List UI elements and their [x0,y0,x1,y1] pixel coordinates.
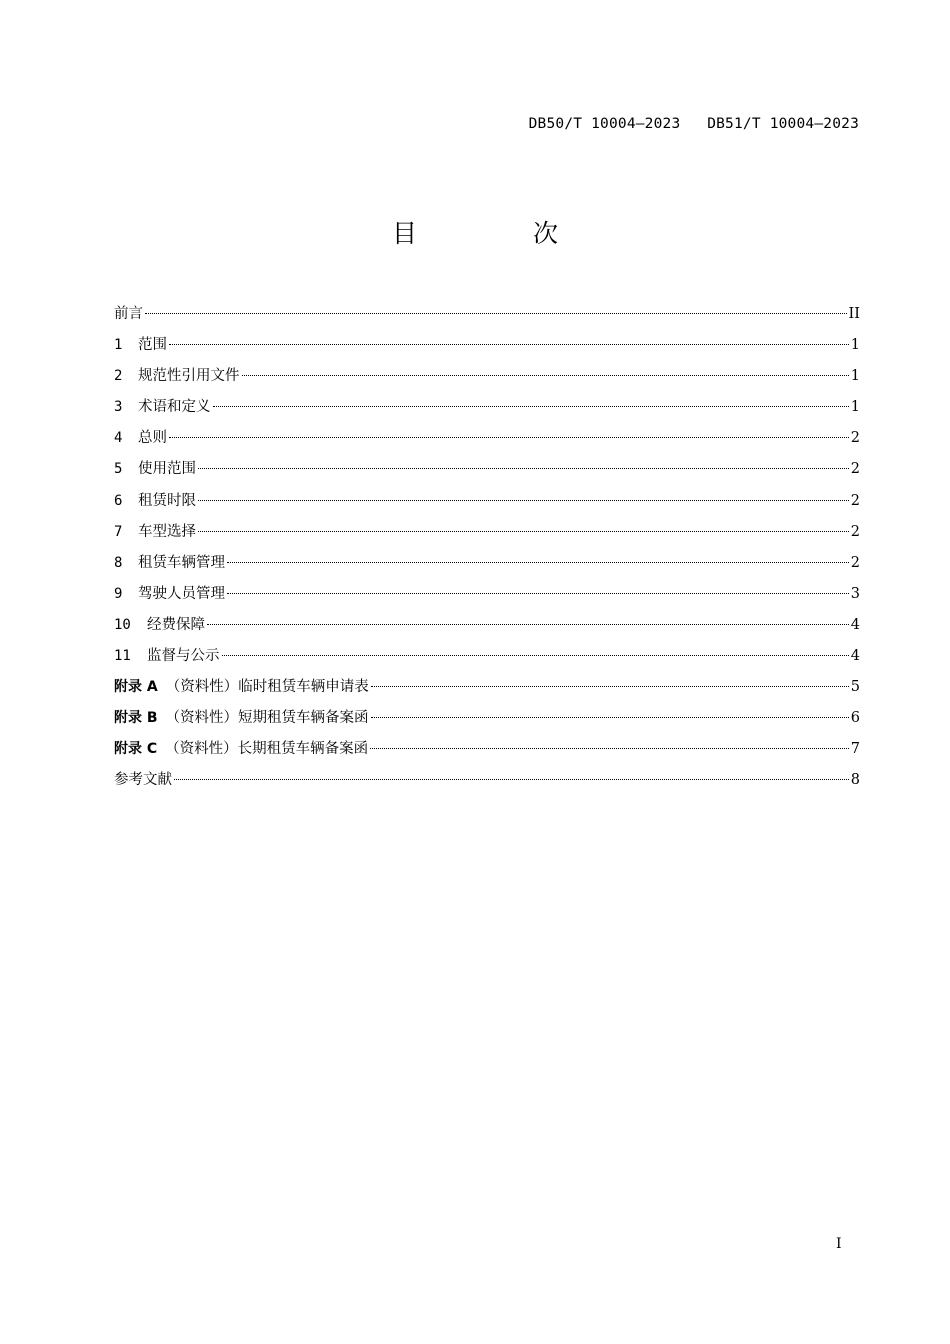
toc-entry-10[interactable] [114,613,860,644]
toc-annex-type: （资料性） [165,679,239,696]
toc-entry-bibliography[interactable] [114,768,860,799]
toc-leader-dots [145,313,847,314]
toc-entry-title: 监督与公示 [147,648,220,665]
toc-leader-dots [227,593,849,594]
toc-leader-dots [174,779,849,780]
toc-entry-title: 临时租赁车辆申请表 [238,679,369,696]
toc-leader-dots [198,531,849,532]
toc-entry-title: 范围 [138,337,167,354]
toc-leader-dots [242,375,849,376]
toc-entry-title: 长期租赁车辆备案函 [237,741,369,758]
toc-entry-number: 5 [114,461,123,478]
toc-entry-page: II [848,306,860,322]
toc-entry-page: 1 [850,368,860,385]
toc-entry-title: 参考文献 [114,772,172,789]
toc-entry-number: 8 [114,554,123,571]
toc-annex-label: 附录 C [114,741,158,758]
toc-entry-title: 租赁车辆管理 [138,554,225,571]
toc-entry-number: 2 [114,368,123,385]
toc-entry-page: 2 [850,461,860,478]
toc-entry-1[interactable] [114,333,860,364]
toc-entry-foreword[interactable] [114,302,860,333]
toc-entry-annex-a[interactable] [114,675,860,706]
toc-annex-type: （资料性） [165,710,239,727]
toc-leader-dots [371,686,849,687]
toc-entry-page: 2 [850,523,860,540]
toc-entry-page: 2 [850,492,860,509]
toc-entry-number: 9 [114,585,123,602]
toc-leader-dots [207,624,849,625]
toc-entry-page: 2 [850,554,860,571]
toc-entry-page: 1 [850,399,860,416]
toc-entry-title: 短期租赁车辆备案函 [238,710,369,727]
page-title: 目 次 [392,219,612,248]
toc-entry-page: 4 [850,616,860,633]
toc-entry-title: 经费保障 [147,616,205,633]
toc-entry-title: 总则 [138,430,167,447]
toc-leader-dots [227,562,849,563]
toc-leader-dots [198,468,849,469]
toc-entry-annex-b[interactable] [114,706,860,737]
toc-entry-3[interactable] [114,395,860,426]
toc-entry-title: 车型选择 [138,523,196,540]
toc-annex-label: 附录 B [114,710,158,727]
toc-entry-page: 3 [850,585,860,602]
toc-annex-type: （资料性） [165,741,238,758]
toc-entry-title: 术语和定义 [138,399,211,416]
toc-entry-page: 4 [850,648,860,665]
toc-entry-2[interactable] [114,364,860,395]
toc-entry-title: 驾驶人员管理 [138,585,225,602]
toc-entry-9[interactable] [114,582,860,613]
toc-entry-title: 使用范围 [138,461,196,478]
toc-leader-dots [213,406,849,407]
toc-entry-annex-c[interactable] [114,737,860,768]
toc-entry-page: 8 [850,772,860,789]
toc-leader-dots [222,655,849,656]
toc-leader-dots [169,344,849,345]
page-number: I [836,1236,842,1252]
toc-entry-11[interactable] [114,644,860,675]
toc-entry-number: 6 [114,492,123,509]
toc-entry-number: 7 [114,523,123,540]
toc-annex-label: 附录 A [114,679,158,696]
toc-entry-8[interactable] [114,551,860,582]
toc-entry-number: 10 [114,616,131,633]
toc-entry-7[interactable] [114,520,860,551]
toc-entry-5[interactable] [114,457,860,488]
toc-entry-page: 1 [850,337,860,354]
toc-entry-title: 规范性引用文件 [138,368,240,385]
toc-entry-6[interactable] [114,489,860,520]
toc-entry-number: 3 [114,399,123,416]
toc-entry-page: 5 [850,679,860,696]
toc-entry-4[interactable] [114,426,860,457]
toc-leader-dots [371,717,849,718]
table-of-contents [114,302,860,800]
toc-entry-number: 1 [114,337,123,354]
toc-entry-title: 前言 [114,306,143,322]
toc-entry-number: 11 [114,648,131,665]
toc-entry-number: 4 [114,430,123,447]
toc-leader-dots [198,500,849,501]
standard-code: DB50/T 10004—2023 DB51/T 10004—2023 [528,116,859,132]
toc-entry-page: 7 [850,741,860,758]
toc-entry-title: 租赁时限 [138,492,196,509]
toc-entry-page: 2 [850,430,860,447]
toc-leader-dots [370,748,849,749]
toc-leader-dots [169,437,849,438]
toc-entry-page: 6 [850,710,860,727]
